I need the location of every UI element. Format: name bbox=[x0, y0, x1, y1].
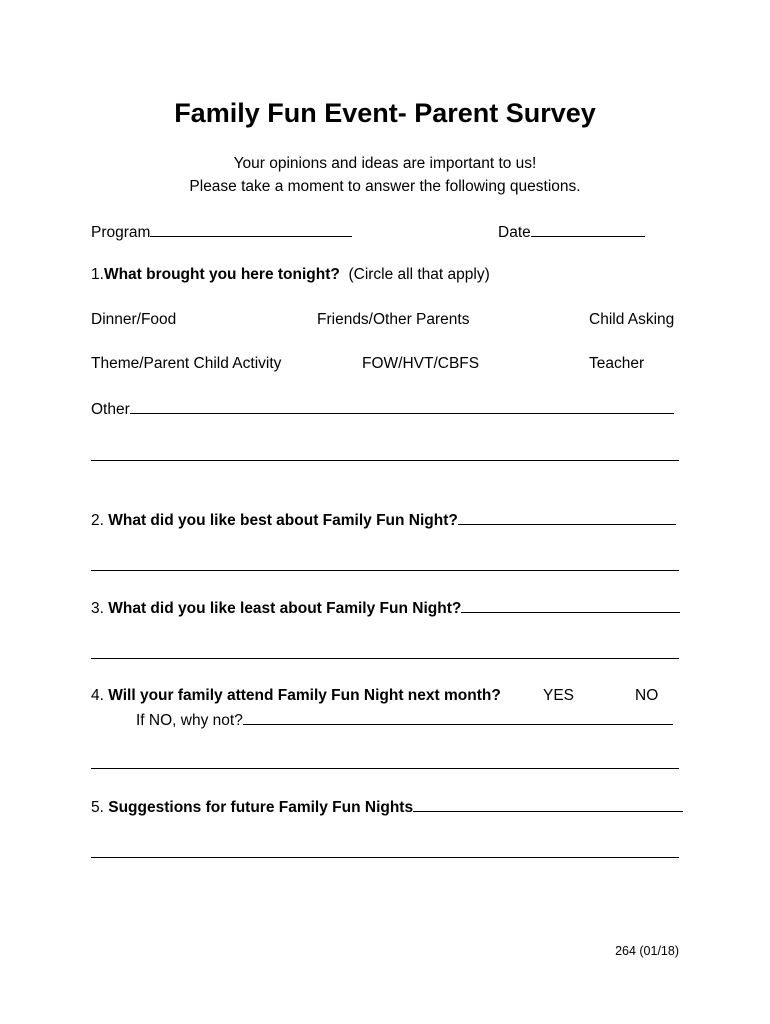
question-1-text: What brought you here tonight? bbox=[103, 266, 340, 283]
question-3 bbox=[91, 598, 680, 618]
option-teacher[interactable]: Teacher bbox=[589, 355, 645, 372]
intro-line-1: Your opinions and ideas are important to us! bbox=[233, 155, 537, 172]
option-theme-activity[interactable]: Theme/Parent Child Activity bbox=[91, 355, 282, 372]
question-5-number: 5. bbox=[91, 799, 104, 816]
option-yes[interactable]: YES bbox=[543, 687, 575, 704]
question-3-number: 3. bbox=[91, 600, 104, 617]
other-label: Other bbox=[91, 401, 130, 418]
question-4-followup-input-line[interactable] bbox=[243, 710, 673, 725]
question-4-number: 4. bbox=[91, 687, 104, 704]
question-2-input-line[interactable] bbox=[458, 510, 676, 525]
question-1-hint: (Circle all that apply) bbox=[348, 266, 490, 283]
question-2 bbox=[91, 510, 676, 530]
option-dinner-food[interactable]: Dinner/Food bbox=[91, 311, 177, 328]
program-input-line[interactable] bbox=[150, 222, 352, 237]
date-field bbox=[498, 222, 645, 242]
question-1-number: 1. bbox=[91, 266, 104, 283]
date-input-line[interactable] bbox=[531, 222, 645, 237]
program-label: Program bbox=[91, 224, 151, 241]
answer-line[interactable] bbox=[91, 658, 679, 659]
answer-line[interactable] bbox=[91, 857, 679, 858]
answer-line[interactable] bbox=[91, 570, 679, 571]
question-5 bbox=[91, 797, 683, 817]
other-field bbox=[91, 399, 674, 419]
question-5-input-line[interactable] bbox=[413, 797, 683, 812]
question-5-text: Suggestions for future Family Fun Nights bbox=[108, 799, 414, 816]
option-child-asking[interactable]: Child Asking bbox=[589, 311, 675, 328]
question-4 bbox=[91, 687, 501, 705]
question-2-number: 2. bbox=[91, 512, 104, 529]
option-no[interactable]: NO bbox=[635, 687, 659, 704]
form-code: 264 (01/18) bbox=[615, 944, 679, 958]
question-4-followup-label: If NO, why not? bbox=[136, 712, 243, 729]
program-field bbox=[91, 222, 352, 242]
option-fow-hvt-cbfs[interactable]: FOW/HVT/CBFS bbox=[362, 355, 480, 372]
answer-line[interactable] bbox=[91, 768, 679, 769]
date-label: Date bbox=[498, 224, 531, 241]
intro-line-2: Please take a moment to answer the following questions. bbox=[189, 178, 581, 195]
question-1 bbox=[91, 266, 490, 284]
question-2-text: What did you like best about Family Fun Night? bbox=[108, 512, 458, 529]
question-4-text: Will your family attend Family Fun Night next month? bbox=[108, 687, 501, 704]
question-4-followup bbox=[136, 710, 673, 730]
other-input-line[interactable] bbox=[130, 399, 674, 414]
page-title: Family Fun Event- Parent Survey bbox=[174, 98, 596, 128]
answer-line[interactable] bbox=[91, 460, 679, 461]
option-friends-other-parents[interactable]: Friends/Other Parents bbox=[317, 311, 470, 328]
question-3-input-line[interactable] bbox=[461, 598, 680, 613]
question-3-text: What did you like least about Family Fun Night? bbox=[108, 600, 462, 617]
